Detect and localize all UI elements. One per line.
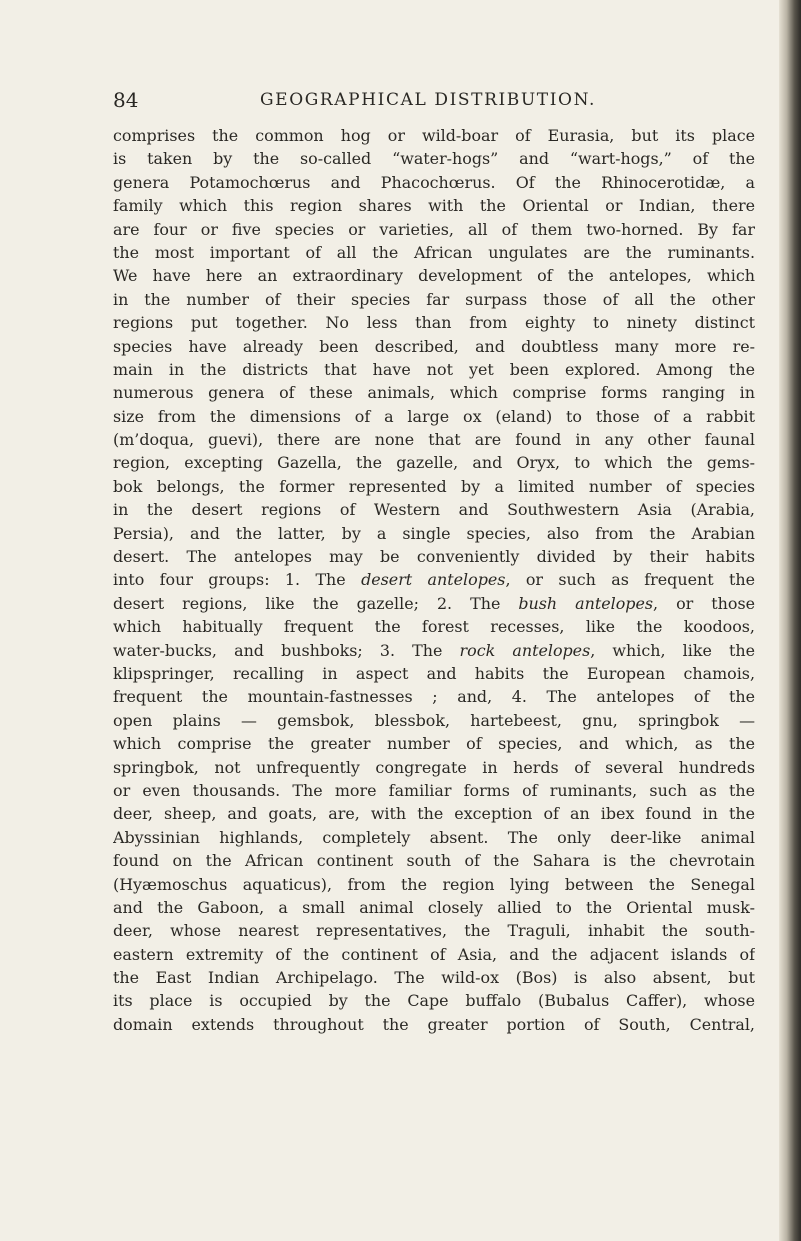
text-segment: size from the dimensions of a large ox (eland) to those of a rabbit xyxy=(113,406,755,426)
text-line xyxy=(113,966,755,989)
text-line xyxy=(113,335,755,358)
text-segment: and the Gaboon, a small animal closely allied to the Oriental musk- xyxy=(113,897,755,917)
text-line xyxy=(113,662,755,685)
italic-term: desert antelopes xyxy=(361,570,506,590)
text-line xyxy=(113,685,755,708)
text-line xyxy=(113,405,755,428)
text-line xyxy=(113,358,755,381)
text-segment: is taken by the so-called “water-hogs” and “wart-hogs,” of the xyxy=(113,149,755,169)
text-line xyxy=(113,849,755,872)
text-segment: in the desert regions of Western and Southwestern Asia (Arabia, xyxy=(113,500,755,520)
page-header xyxy=(113,88,753,114)
text-line xyxy=(113,896,755,919)
text-line xyxy=(113,194,755,217)
text-segment: desert. The antelopes may be conveniently divided by their habits xyxy=(113,547,755,567)
text-segment: the East Indian Archipelago. The wild-ox (Bos) is also absent, but xyxy=(113,968,755,988)
text-line xyxy=(113,264,755,287)
text-segment: , which, like the xyxy=(590,640,755,660)
italic-term: bush antelopes xyxy=(518,593,654,613)
text-segment: open plains — gemsbok, blessbok, hartebeest, gnu, springbok — xyxy=(113,710,755,730)
text-segment: genera Potamochœrus and Phacochœrus. Of the Rhinocerotidæ, a xyxy=(113,172,755,192)
text-segment: found on the African continent south of the Sahara is the chevrotain xyxy=(113,851,755,871)
text-line xyxy=(113,756,755,779)
text-segment: (m’doqua, guevi), there are none that are found in any other faunal xyxy=(113,430,755,450)
text-segment: region, excepting Gazella, the gazelle, and Oryx, to which the gems- xyxy=(113,453,755,473)
running-head: GEOGRAPHICAL DISTRIBUTION. xyxy=(260,90,596,110)
text-line xyxy=(113,311,755,334)
text-segment: main in the districts that have not yet been explored. Among the xyxy=(113,359,755,379)
text-segment: the most important of all the African ungulates are the ruminants. xyxy=(113,242,755,262)
text-line xyxy=(113,802,755,825)
text-line xyxy=(113,873,755,896)
text-segment: comprises the common hog or wild-boar of Eurasia, but its place xyxy=(113,126,755,145)
text-segment: , or those xyxy=(653,593,755,613)
text-segment: domain extends throughout the greater portion of South, Central, xyxy=(113,1014,755,1034)
text-segment: which habitually frequent the forest recesses, like the koodoos, xyxy=(113,617,755,637)
text-line xyxy=(113,498,755,521)
text-segment: regions put together. No less than from eighty to ninety distinct xyxy=(113,313,755,333)
text-segment: water-bucks, and bushboks; 3. The xyxy=(113,640,460,660)
text-line xyxy=(113,709,755,732)
text-line xyxy=(113,989,755,1012)
page-edge-shadow xyxy=(779,0,801,1241)
text-line xyxy=(113,381,755,404)
text-segment: Abyssinian highlands, completely absent. The only deer-like animal xyxy=(113,827,755,847)
text-segment: , or such as frequent the xyxy=(505,570,755,590)
text-line xyxy=(113,943,755,966)
text-line xyxy=(113,592,755,615)
text-line xyxy=(113,451,755,474)
text-line xyxy=(113,779,755,802)
text-line xyxy=(113,1013,755,1036)
body-text xyxy=(113,124,755,1036)
text-segment: or even thousands. The more familiar forms of ruminants, such as the xyxy=(113,780,755,800)
text-segment: (Hyæmoschus aquaticus), from the region lying between the Senegal xyxy=(113,874,755,894)
text-line xyxy=(113,147,755,170)
text-segment: Persia), and the latter, by a single species, also from the Arabian xyxy=(113,523,755,543)
text-line xyxy=(113,218,755,241)
text-line xyxy=(113,522,755,545)
text-line xyxy=(113,826,755,849)
text-segment: klipspringer, recalling in aspect and habits the European chamois, xyxy=(113,663,755,683)
text-segment: bok belongs, the former represented by a limited number of species xyxy=(113,476,755,496)
text-segment: into four groups: 1. The xyxy=(113,570,362,590)
text-line xyxy=(113,615,755,638)
text-line xyxy=(113,124,755,147)
text-segment: deer, whose nearest representatives, the Traguli, inhabit the south- xyxy=(113,921,755,941)
text-line xyxy=(113,288,755,311)
text-line xyxy=(113,919,755,942)
text-line xyxy=(113,639,755,662)
text-line xyxy=(113,475,755,498)
italic-term: rock antelopes xyxy=(459,640,591,660)
text-segment: in the number of their species far surpass those of all the other xyxy=(113,289,755,309)
text-segment: deer, sheep, and goats, are, with the exception of an ibex found in the xyxy=(113,804,755,824)
text-line xyxy=(113,545,755,568)
text-segment: We have here an extraordinary development of the antelopes, which xyxy=(113,266,755,286)
text-segment: are four or five species or varieties, all of them two-horned. By far xyxy=(113,219,755,239)
text-line xyxy=(113,732,755,755)
text-segment: springbok, not unfrequently congregate in herds of several hundreds xyxy=(113,757,755,777)
text-segment: family which this region shares with the Oriental or Indian, there xyxy=(113,196,755,216)
text-segment: frequent the mountain-fastnesses ; and, 4. The antelopes of the xyxy=(113,687,755,707)
page-number: 84 xyxy=(113,88,139,112)
text-segment: which comprise the greater number of species, and which, as the xyxy=(113,734,755,754)
text-segment: eastern extremity of the continent of Asia, and the adjacent islands of xyxy=(113,944,755,964)
text-segment: desert regions, like the gazelle; 2. The xyxy=(113,593,519,613)
text-line xyxy=(113,568,755,591)
text-segment: its place is occupied by the Cape buffalo (Bubalus Caffer), whose xyxy=(113,991,755,1011)
text-line xyxy=(113,428,755,451)
text-line xyxy=(113,171,755,194)
text-segment: numerous genera of these animals, which comprise forms ranging in xyxy=(113,383,755,403)
text-line xyxy=(113,241,755,264)
text-segment: species have already been described, and doubtless many more re- xyxy=(113,336,755,356)
